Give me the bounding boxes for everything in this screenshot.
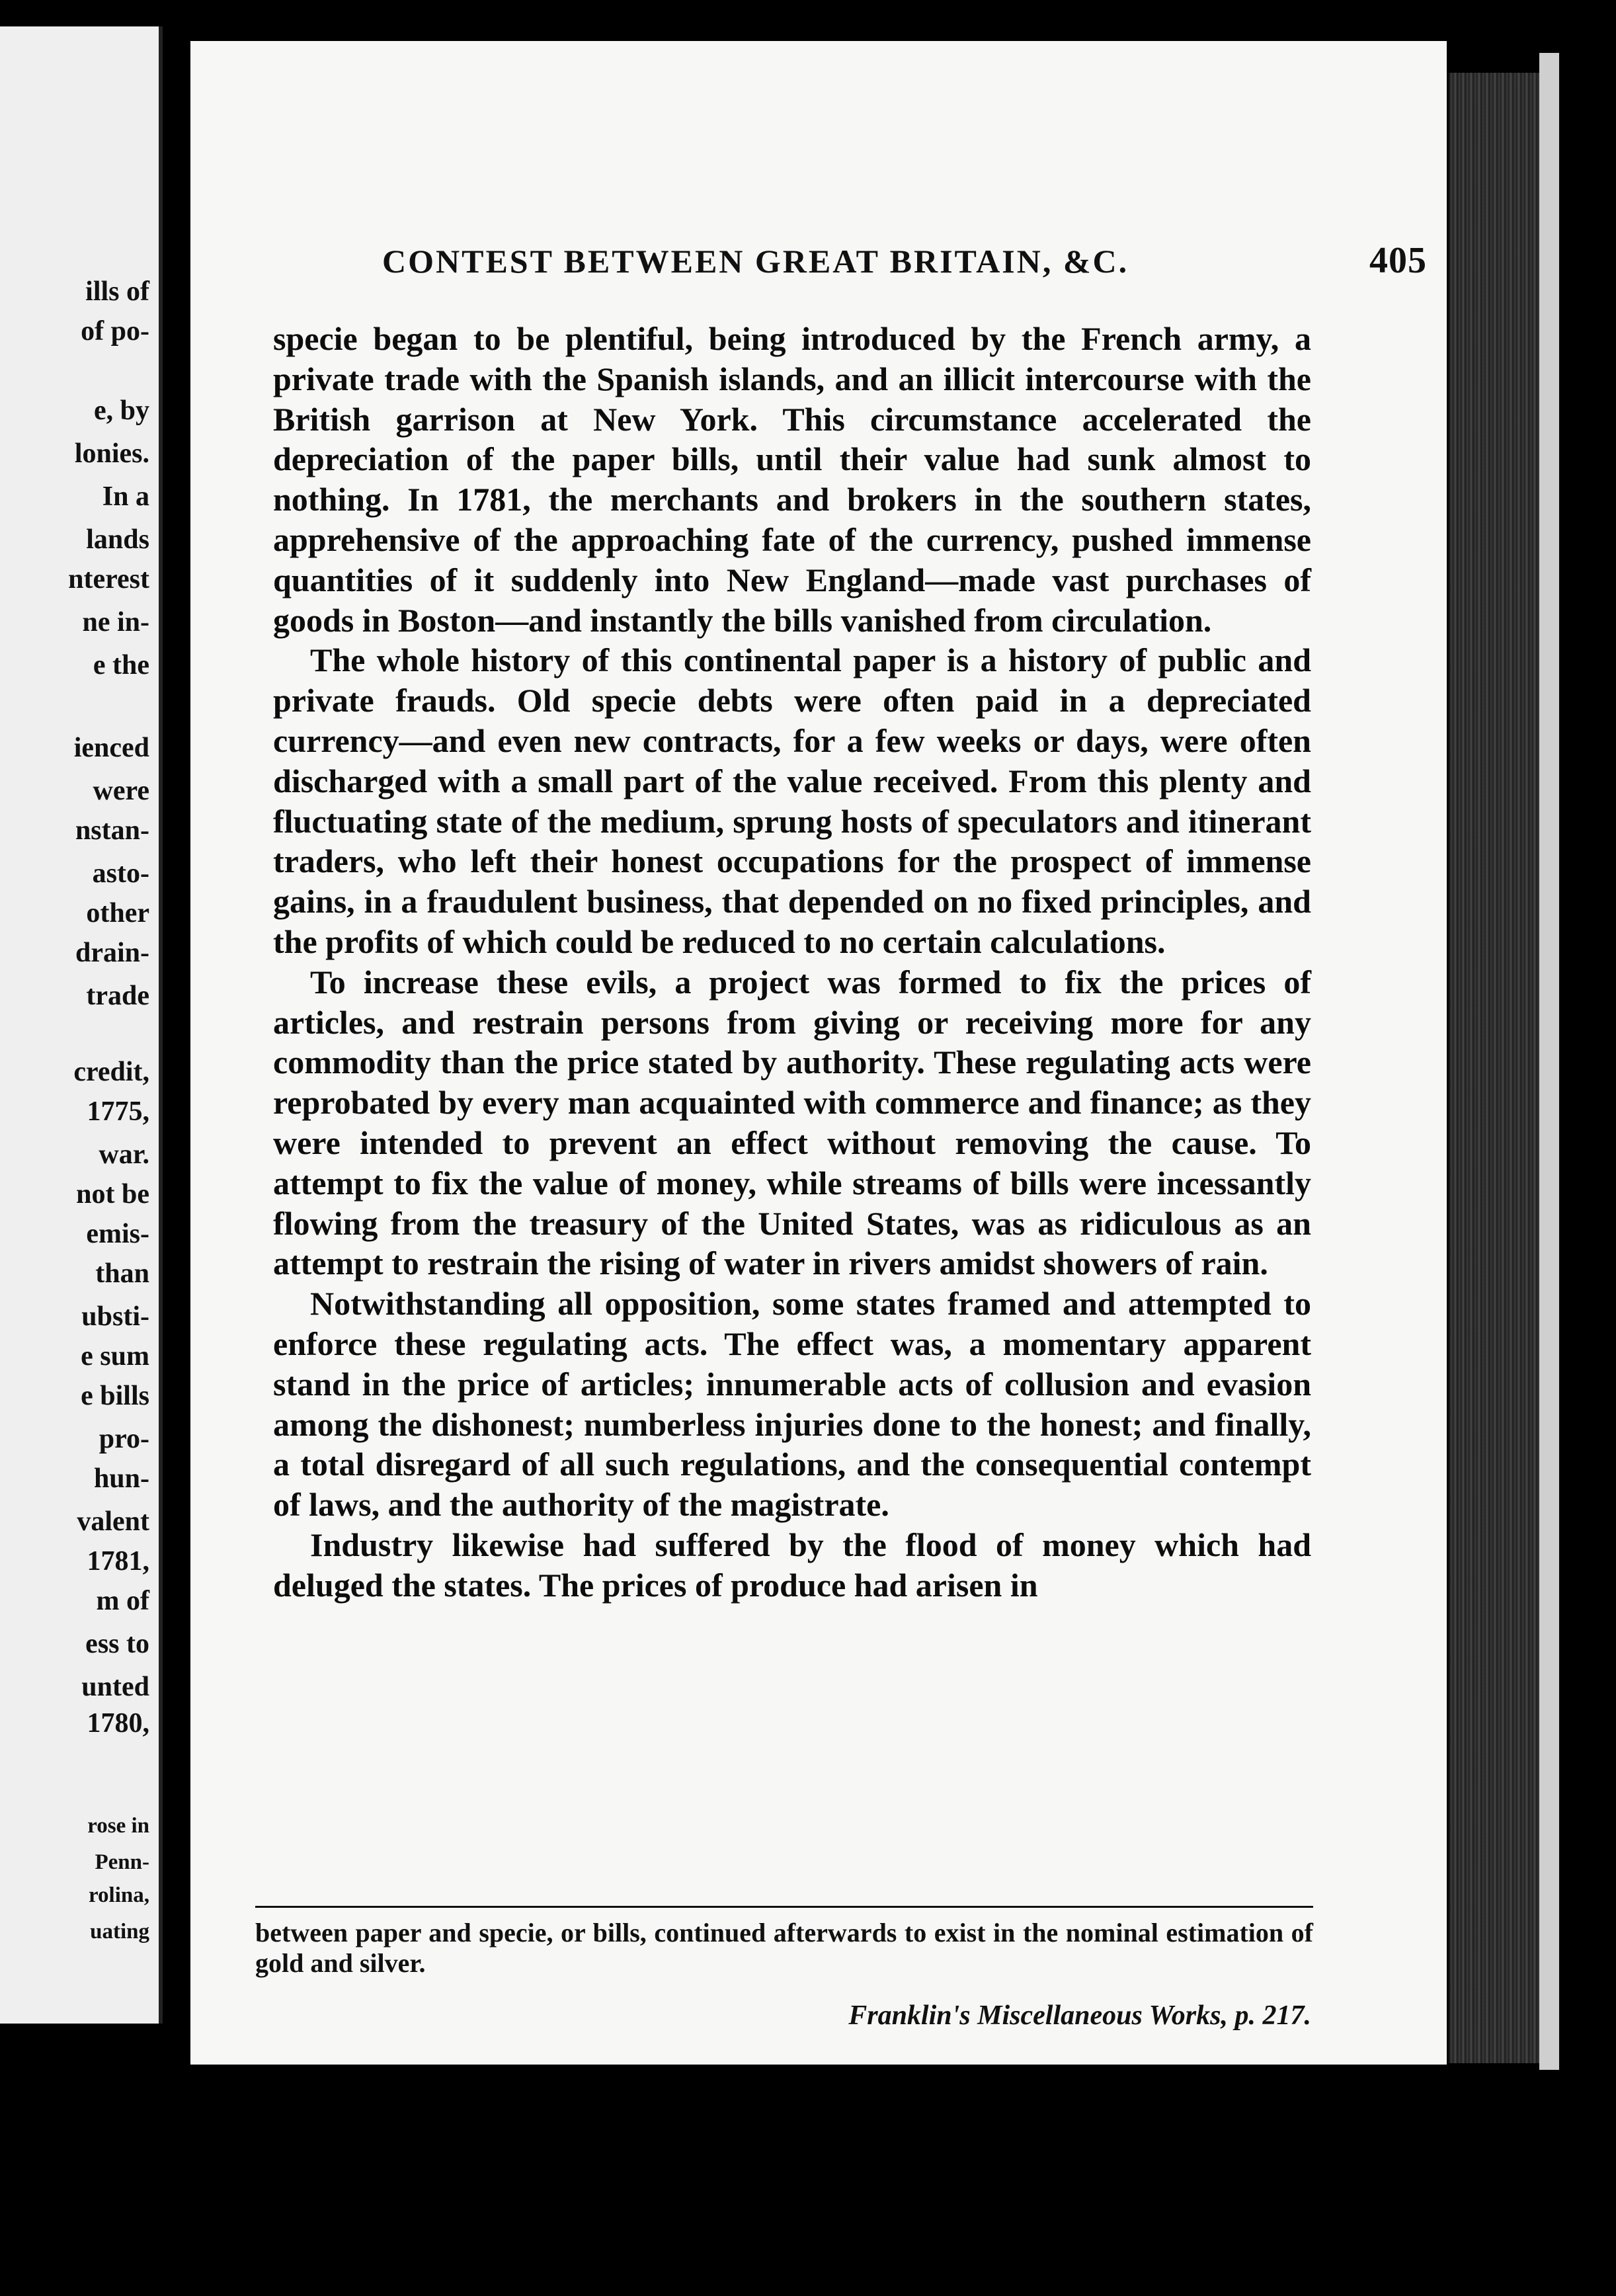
main-page [190, 41, 1447, 2065]
left-page-line: rose in [87, 1814, 149, 1838]
left-page-line: emis- [86, 1219, 149, 1249]
footnote-rule [255, 1906, 1313, 1908]
left-page-line: 1775, [87, 1096, 149, 1127]
left-page-line: rolina, [89, 1883, 149, 1907]
left-page-line: 1781, [87, 1546, 149, 1577]
left-page-line: nterest [68, 564, 149, 594]
left-page-line: unted [81, 1672, 149, 1702]
left-page-line: of po- [81, 316, 149, 347]
paragraph-5: Industry likewise had suffered by the flood of money which had deluged the states. The prices of produce had arisen in [273, 1526, 1311, 1604]
running-title: CONTEST BETWEEN GREAT BRITAIN, &C. [382, 243, 1129, 280]
left-facing-page [0, 26, 163, 2024]
page-number: 405 [1369, 240, 1427, 281]
left-page-line: than [95, 1258, 149, 1289]
left-page-line: ienced [73, 733, 149, 763]
left-page-line: valent [77, 1506, 149, 1537]
left-page-line: ne in- [82, 607, 149, 637]
left-page-line: drain- [75, 938, 149, 968]
left-page-line: In a [102, 481, 149, 512]
left-page-line: trade [86, 981, 149, 1011]
left-page-line: Penn- [95, 1850, 149, 1874]
page-edge-highlight [1539, 53, 1559, 2070]
left-page-line: were [93, 776, 149, 806]
paragraph-2: The whole history of this continental paper is a history of public and private frauds. Old specie debts were often paid in a depreciated currency—and even new contracts, for a few weeks or days, were often discharged with a small part of the value received. From this plenty and fluctuating state of the medium, sprung hosts of speculators and itinerant traders, who left their honest occupations for the prospect of immense gains, in a fraudulent business, that depended on no fixed principles, and the profits of which could be reduced to no certain calculations. [273, 641, 1311, 960]
paragraph-3: To increase these evils, a project was formed to fix the prices of articles, and restrain persons from giving or receiving more for any commodity than the price stated by authority. These regulating acts were reprobated by every man acquainted with commerce and finance; as they were intended to prevent an effect without removing the cause. To attempt to fix the value of money, while streams of bills were incessantly flowing from the treasury of the United States, was as ridiculous as an attempt to restrain the rising of water in rivers amidst showers of rain. [273, 963, 1311, 1282]
left-page-line: lands [86, 524, 149, 555]
book-fore-edge [1447, 73, 1542, 2063]
left-page-line: ubsti- [81, 1301, 149, 1332]
footnote-source: Franklin's Miscellaneous Works, p. 217. [848, 2000, 1311, 2031]
left-page-line: e bills [81, 1381, 149, 1411]
left-page-line: nstan- [75, 815, 149, 846]
left-page-line: 1780, [87, 1708, 149, 1739]
left-page-line: ills of [85, 276, 149, 307]
running-header [382, 239, 1427, 282]
left-page-line: ess to [85, 1629, 149, 1659]
left-page-line: e, by [94, 395, 149, 426]
left-page-line: m of [96, 1586, 149, 1616]
footnote-text: between paper and specie, or bills, continued afterwards to exist in the nominal estimation of gold and silver. [255, 1918, 1313, 1978]
paragraph-1: specie began to be plentiful, being introduced by the French army, a private trade with the Spanish islands, and an illicit intercourse with the British garrison at New York. This circumstance accelerated the depreciation of the paper bills, until their value had sunk almost to nothing. In 1781, the merchants and brokers in the southern states, apprehensive of the approaching fate of the currency, pushed immense quantities of it suddenly into New England—made vast purchases of goods in Boston—and instantly the bills vanished from circulation. [273, 320, 1311, 639]
left-page-line: credit, [73, 1057, 149, 1087]
gutter-shadow [163, 0, 190, 2296]
left-page-line: e the [93, 650, 149, 680]
left-page-line: pro- [99, 1424, 149, 1454]
left-page-line: not be [76, 1179, 149, 1210]
left-page-line: asto- [92, 858, 149, 889]
left-page-line: lonies. [74, 438, 149, 469]
left-page-line: other [86, 898, 149, 928]
body-text [273, 319, 1311, 1606]
paragraph-4: Notwithstanding all opposition, some states framed and attempted to enforce these regulating acts. The effect was, a momentary apparent stand in the price of articles; innumerable acts of collusion and evasion among the dishonest; numberless injuries done to the honest; and finally, a total disregard of all such regulations, and the consequential contempt of laws, and the authority of the magistrate. [273, 1285, 1311, 1524]
left-page-line: hun- [93, 1463, 149, 1494]
left-page-line: uating [90, 1920, 149, 1944]
left-page-line: war. [99, 1139, 149, 1170]
left-page-line: e sum [81, 1341, 149, 1372]
